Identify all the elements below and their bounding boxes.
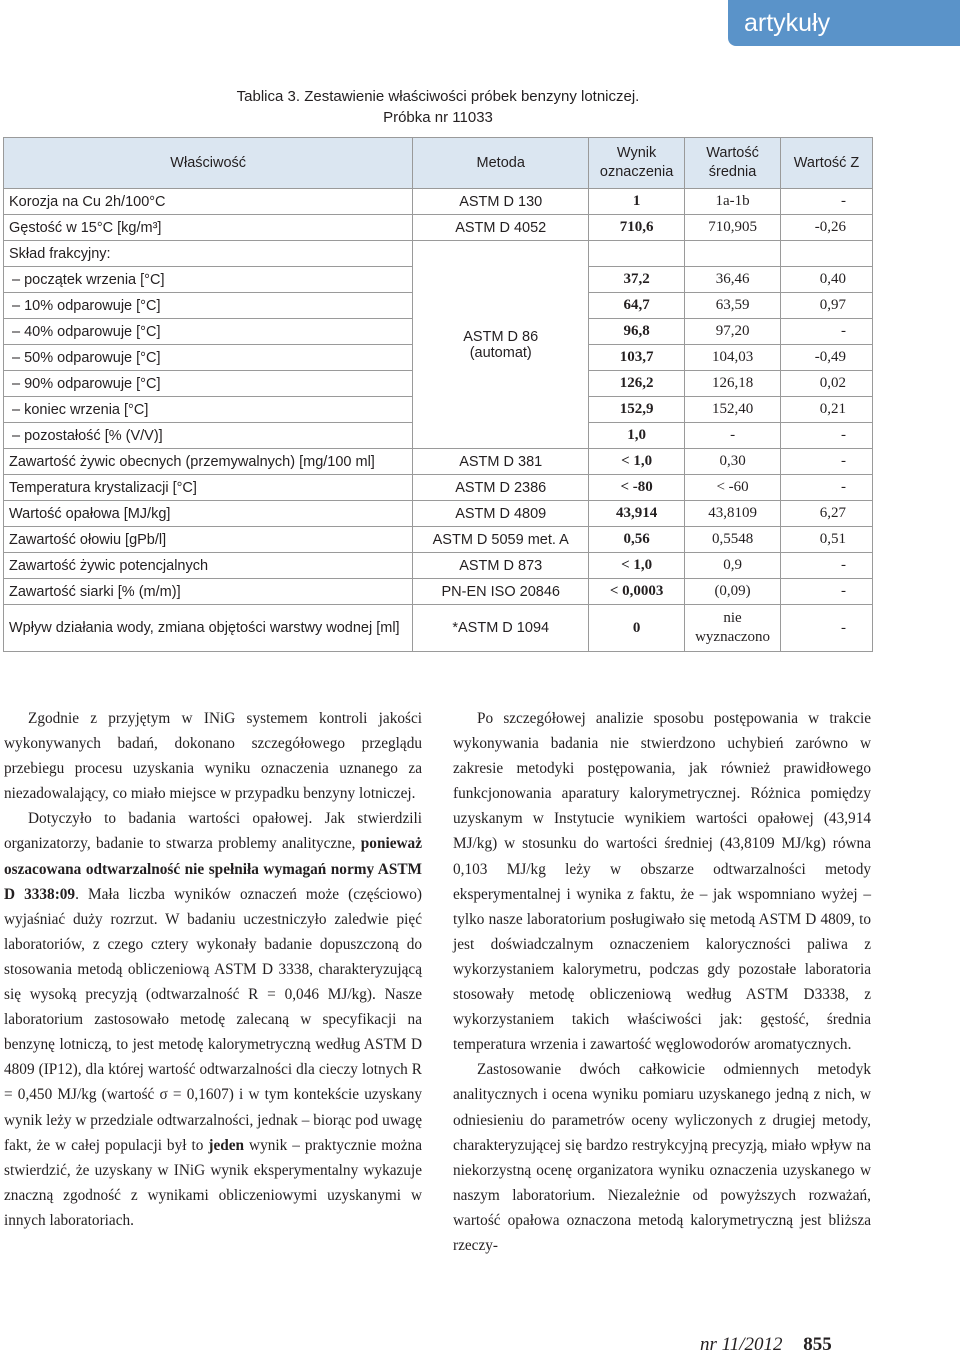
header-result: Wynik oznaczenia <box>589 138 685 189</box>
cell-z: 0,40 <box>781 267 873 293</box>
cell-result: < 1,0 <box>589 449 685 475</box>
cell-property: – 50% odparowuje [°C] <box>4 345 413 371</box>
cell-method: ASTM D 381 <box>413 449 589 475</box>
cell-result: 0 <box>589 605 685 652</box>
paragraph-text: wynik – praktycznie można stwierdzić, że uzyskany w INiG wynik eksperymentalny wykazuje znaczną zgodność z wynikami obliczeniowymi uzyskanymi w innych laboratoriach. <box>4 1136 422 1229</box>
cell-z: - <box>781 449 873 475</box>
cell-result: 1 <box>589 189 685 215</box>
caption-sample: Próbka nr 11033 <box>383 109 493 126</box>
cell-mean: 0,9 <box>685 553 781 579</box>
cell-result: 96,8 <box>589 319 685 345</box>
cell-result: 126,2 <box>589 371 685 397</box>
cell-mean: 63,59 <box>685 293 781 319</box>
paragraph: Zastosowanie dwóch całkowicie odmiennych metodyk analitycznych i ocena wyniku pomiaru uzyskanego jedną z nich, w odniesieniu do parametrów oceny wyliczonych z drugiej metody, charakteryzującej się bardzo restrykcyjną precyzją, miało wpływ na niekorzystną ocenę organizatora wyniku oznaczenia uzyskanego w naszym laboratorium. Niezależnie od powyższych rozważań, wartość opałowa oznaczona metodą kalorymetryczną jest bliższa rzeczy- <box>453 1061 871 1254</box>
cell-property: Wartość opałowa [MJ/kg] <box>4 501 413 527</box>
paragraph-text: Dotyczyło to badania wartości opałowej. Jak stwierdzili organizatorzy, badanie to stwarza problemy analityczne, <box>4 810 422 853</box>
cell-method: *ASTM D 1094 <box>413 605 589 652</box>
cell-result: 64,7 <box>589 293 685 319</box>
table-row <box>4 527 873 553</box>
cell-result: 103,7 <box>589 345 685 371</box>
cell-mean: 1a-1b <box>685 189 781 215</box>
issue-number: nr 11/2012 <box>700 1334 783 1355</box>
cell-mean: (0,09) <box>685 579 781 605</box>
cell-property: Wpływ działania wody, zmiana objętości warstwy wodnej [ml] <box>4 605 413 652</box>
cell-mean: 36,46 <box>685 267 781 293</box>
table-row <box>4 553 873 579</box>
cell-result: 37,2 <box>589 267 685 293</box>
cell-z: -0,49 <box>781 345 873 371</box>
table-row <box>4 215 873 241</box>
cell-z: 0,21 <box>781 397 873 423</box>
cell-result: 0,56 <box>589 527 685 553</box>
cell-property: Temperatura krystalizacji [°C] <box>4 475 413 501</box>
paragraph-bold-text: jeden <box>208 1136 245 1154</box>
cell-mean: 152,40 <box>685 397 781 423</box>
cell-mean: 0,30 <box>685 449 781 475</box>
cell-z: - <box>781 423 873 449</box>
cell-z: 0,97 <box>781 293 873 319</box>
header-method: Metoda <box>413 138 589 189</box>
cell-mean: 0,5548 <box>685 527 781 553</box>
paragraph: Zgodnie z przyjętym w INiG systemem kontroli jakości wykonywanych badań, dokonano szczegółowego przeglądu przebiegu procesu uzyskania wyniku oznaczenia uznanego za niezadowalający, co miało miejsce w przypadku benzyny lotniczej. <box>4 710 422 803</box>
cell-property: – 40% odparowuje [°C] <box>4 319 413 345</box>
properties-table <box>3 137 873 652</box>
table-row <box>4 501 873 527</box>
cell-z: - <box>781 579 873 605</box>
cell-result: < 1,0 <box>589 553 685 579</box>
cell-z: - <box>781 553 873 579</box>
header-z: Wartość Z <box>781 138 873 189</box>
cell-z: - <box>781 319 873 345</box>
cell-property: – 90% odparowuje [°C] <box>4 371 413 397</box>
page-footer <box>700 1334 832 1356</box>
cell-method: ASTM D 2386 <box>413 475 589 501</box>
cell-result: 710,6 <box>589 215 685 241</box>
cell-mean: 104,03 <box>685 345 781 371</box>
cell-mean: 710,905 <box>685 215 781 241</box>
cell-property: Zawartość siarki [% (m/m)] <box>4 579 413 605</box>
cell-property: – 10% odparowuje [°C] <box>4 293 413 319</box>
cell-z: 0,02 <box>781 371 873 397</box>
cell-property: Korozja na Cu 2h/100°C <box>4 189 413 215</box>
cell-z: - <box>781 605 873 652</box>
cell-mean: 97,20 <box>685 319 781 345</box>
cell-mean: 126,18 <box>685 371 781 397</box>
cell-z: 6,27 <box>781 501 873 527</box>
table-row <box>4 189 873 215</box>
table-row <box>4 241 873 267</box>
table-header-row <box>4 138 873 189</box>
caption-title: Tablica 3. Zestawienie właściwości próbek benzyny lotniczej. <box>236 88 640 105</box>
text-column-right <box>453 706 871 1258</box>
cell-property: – pozostałość [% (V/V)] <box>4 423 413 449</box>
header-mean: Wartość średnia <box>685 138 781 189</box>
table-row <box>4 605 873 652</box>
cell-mean: 43,8109 <box>685 501 781 527</box>
header-property: Właściwość <box>4 138 413 189</box>
paragraph-text: . Mała liczba wyników oznaczeń może (częściowo) wyjaśniać duży rozrzut. W badaniu uczestniczyło zaledwie pięć laboratoriów, z czego cztery wykonały badanie dopuszczoną do stosowania metodą obliczeniową ASTM D 3338, charakteryzującą się wysoką precyzją (odtwarzalność R = 0,046 MJ/kg). Nasze laboratorium zastosowało metodę zalecaną w specyfikacji na benzynę lotniczą, to jest metodę kalorymetryczną według ASTM D 4809 (IP12), dla której wartość odtwarzalności dla cieczy lotnych R = 0,450 MJ/kg (wartość σ = 0,1607) i w tym kontekście uzyskany wynik leży w przedziale odtwarzalności, jednak – biorąc pod uwagę fakt, że w całej populacji był to <box>4 885 422 1154</box>
cell-property: Skład frakcyjny: <box>4 241 413 267</box>
cell-method: ASTM D 4809 <box>413 501 589 527</box>
paragraph <box>4 806 422 1233</box>
method-note: (automat) <box>469 344 532 361</box>
page-number: 855 <box>803 1334 832 1355</box>
method-name: ASTM D 86 <box>463 328 539 345</box>
table-row <box>4 579 873 605</box>
cell-result: 152,9 <box>589 397 685 423</box>
table-row <box>4 475 873 501</box>
cell-method: ASTM D 4052 <box>413 215 589 241</box>
cell-property: – koniec wrzenia [°C] <box>4 397 413 423</box>
cell-method: ASTM D 130 <box>413 189 589 215</box>
cell-result: < -80 <box>589 475 685 501</box>
text-column-left <box>4 706 422 1233</box>
cell-z: -0,26 <box>781 215 873 241</box>
cell-method: ASTM D 873 <box>413 553 589 579</box>
table-caption <box>0 86 876 128</box>
section-tag: artykuły <box>728 0 960 46</box>
cell-result: 1,0 <box>589 423 685 449</box>
cell-mean: - <box>685 423 781 449</box>
cell-z: 0,51 <box>781 527 873 553</box>
cell-property: Zawartość żywic potencjalnych <box>4 553 413 579</box>
paragraph-bold-text: ponieważ oszacowana odtwarzalność nie spełniła wymagań normy ASTM D 3338:09 <box>4 835 422 903</box>
cell-z: - <box>781 475 873 501</box>
cell-property: Gęstość w 15°C [kg/m³] <box>4 215 413 241</box>
cell-mean: nie wyznaczono <box>685 605 781 652</box>
table-row <box>4 449 873 475</box>
cell-method-merged <box>413 241 589 449</box>
cell-method: PN-EN ISO 20846 <box>413 579 589 605</box>
cell-mean: < -60 <box>685 475 781 501</box>
cell-result: 43,914 <box>589 501 685 527</box>
cell-property: Zawartość ołowiu [gPb/l] <box>4 527 413 553</box>
cell-z: - <box>781 189 873 215</box>
paragraph: Po szczegółowej analizie sposobu postępowania w trakcie wykonywania badania nie stwierdzono uchybień zarówno w zakresie metodyki postępowania, jak również prawidłowego funkcjonowania aparatury kalorymetrycznej. Różnica pomiędzy uzyskanym w Instytucie wynikiem wartości opałowej (43,914 MJ/kg) w stosunku do wartości średniej (43,8109 MJ/kg) równa 0,103 MJ/kg leży w obszarze odtwarzalności metody eksperymentalnej i wynika z faktu, że – jak wspomniano wyżej – tylko nasze laboratorium posługiwało się metodą ASTM D 4809, to jest doświadczalnym oznaczeniem kaloryczności paliwa z wykorzystaniem kalorymetru, podczas gdy pozostałe laboratoria stosowały metodę obliczeniową według ASTM D3338, z wykorzystaniem takich właściwości jak: gęstość, średnia temperatura wrzenia i zawartość węglowodorów aromatycznych. <box>453 710 871 1054</box>
cell-property: – początek wrzenia [°C] <box>4 267 413 293</box>
cell-method: ASTM D 5059 met. A <box>413 527 589 553</box>
cell-property: Zawartość żywic obecnych (przemywalnych) [mg/100 ml] <box>4 449 413 475</box>
cell-result: < 0,0003 <box>589 579 685 605</box>
